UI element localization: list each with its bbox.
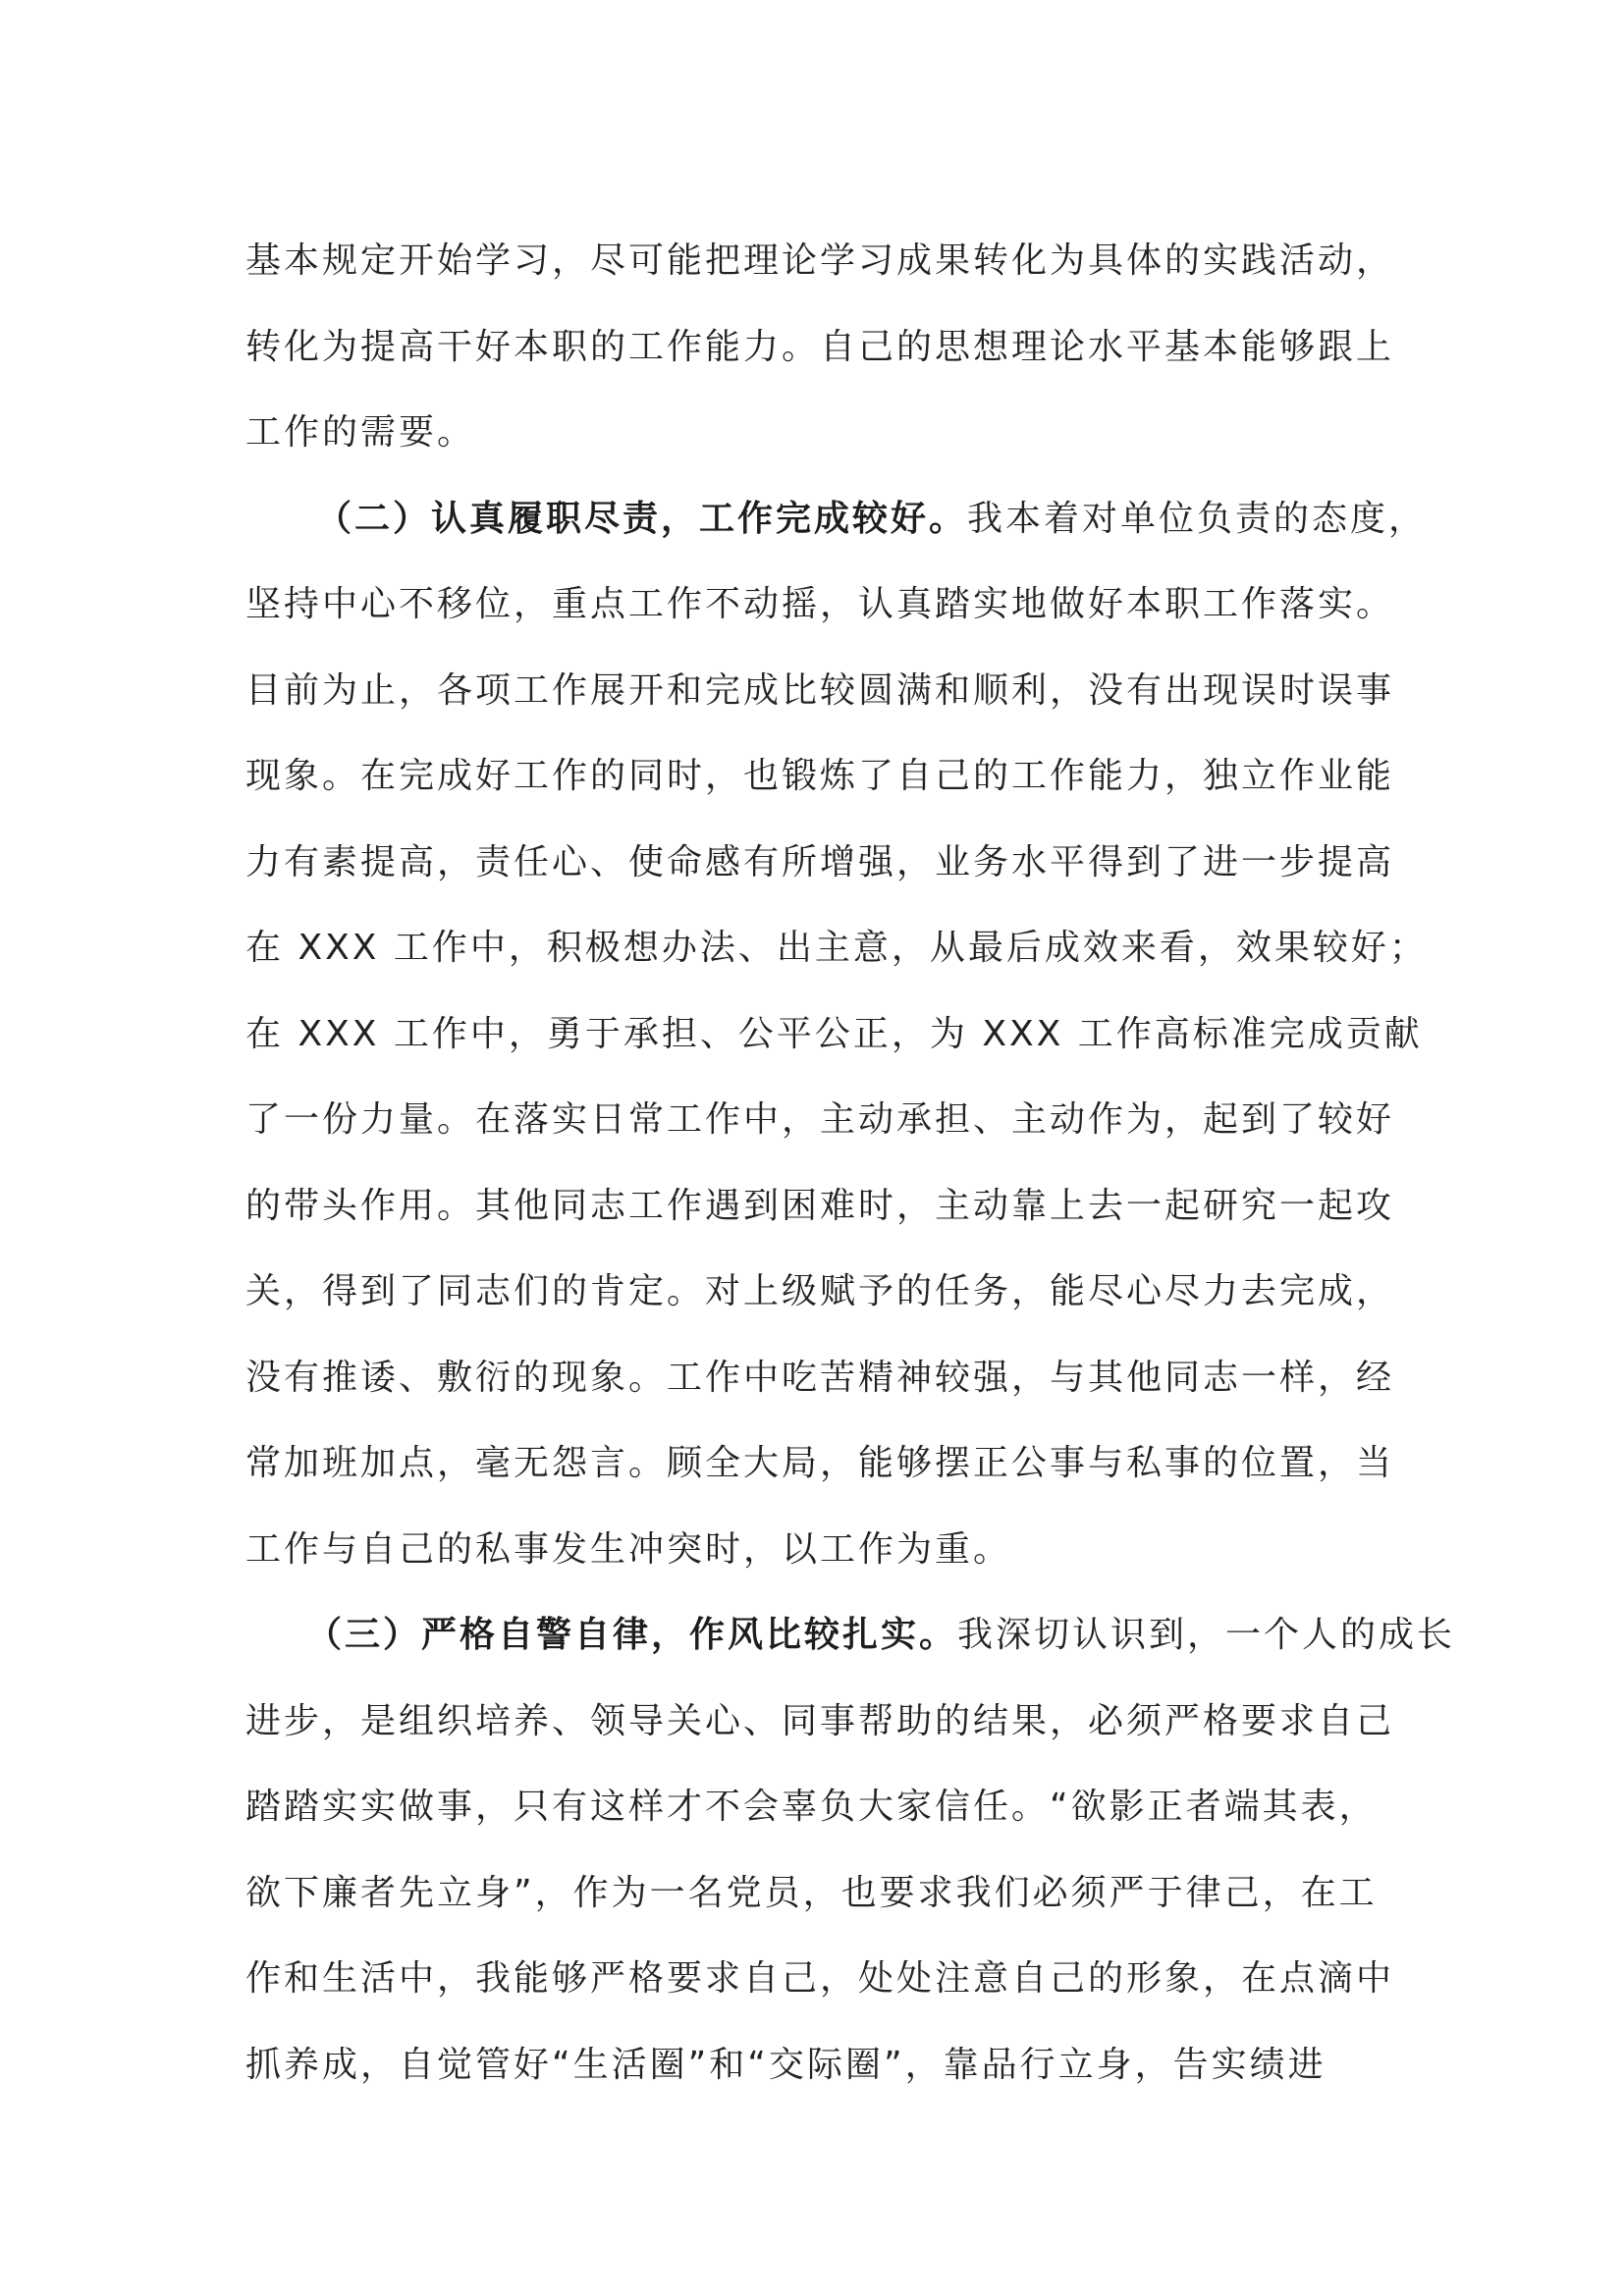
- section-2-first-line-text: 我本着对单位负责的态度，: [967, 498, 1428, 539]
- text-line: 的带头作用。其他同志工作遇到困难时，主动靠上去一起研究一起攻: [245, 1185, 1395, 1226]
- text-line: 现象。在完成好工作的同时，也锻炼了自己的工作能力，独立作业能: [245, 756, 1395, 796]
- text-line: 转化为提高干好本职的工作能力。自己的思想理论水平基本能够跟上: [245, 326, 1395, 367]
- text-line: 常加班加点，毫无怨言。顾全大局，能够摆正公事与私事的位置，当: [245, 1443, 1395, 1483]
- text-line: 工作与自己的私事发生冲突时，以工作为重。: [245, 1528, 1012, 1570]
- document-body: [245, 218, 1456, 2108]
- text-line: 在 XXX 工作中，勇于承担、公平公正，为 XXX 工作高标准完成贡献: [245, 1013, 1423, 1054]
- text-line: 作和生活中，我能够严格要求自己，处处注意自己的形象，在点滴中: [245, 1958, 1395, 1999]
- text-line: 基本规定开始学习，尽可能把理论学习成果转化为具体的实践活动，: [245, 240, 1395, 281]
- section-3-first-line: [245, 1592, 1456, 1679]
- section-3-heading: （三）严格自警自律，作风比较扎实。: [306, 1615, 958, 1655]
- section-3-first-line-text: 我深切认识到，一个人的成长: [957, 1615, 1456, 1655]
- text-line: 没有推诿、敷衍的现象。工作中吃苦精神较强，与其他同志一样，经: [245, 1357, 1395, 1398]
- text-line: 了一份力量。在落实日常工作中，主动承担、主动作为，起到了较好: [245, 1099, 1395, 1140]
- section-2-first-line: [245, 476, 1428, 562]
- text-line: 工作的需要。: [245, 412, 476, 453]
- text-line: 抓养成，自觉管好“生活圈”和“交际圈”，靠品行立身，告实绩进: [245, 2044, 1326, 2085]
- text-line: 目前为止，各项工作展开和完成比较圆满和顺利，没有出现误时误事: [245, 669, 1395, 711]
- text-line: 在 XXX 工作中，积极想办法、出主意，从最后成效来看，效果较好；: [245, 928, 1428, 968]
- text-line: 踏踏实实做事，只有这样才不会辜负大家信任。“欲影正者端其表，: [245, 1787, 1378, 1827]
- text-line: 坚持中心不移位，重点工作不动摇，认真踏实地做好本职工作落实。: [245, 584, 1395, 624]
- text-line: 欲下廉者先立身”，作为一名党员，也要求我们必须严于律己，在工: [245, 1872, 1378, 1913]
- text-line: 关，得到了同志们的肯定。对上级赋予的任务，能尽心尽力去完成，: [245, 1271, 1395, 1311]
- text-line: 进步，是组织培养、领导关心、同事帮助的结果，必须严格要求自己: [245, 1700, 1395, 1741]
- text-line: 力有素提高，责任心、使命感有所增强，业务水平得到了进一步提高: [245, 841, 1395, 882]
- section-2-heading: （二）认真履职尽责，工作完成较好。: [316, 498, 968, 539]
